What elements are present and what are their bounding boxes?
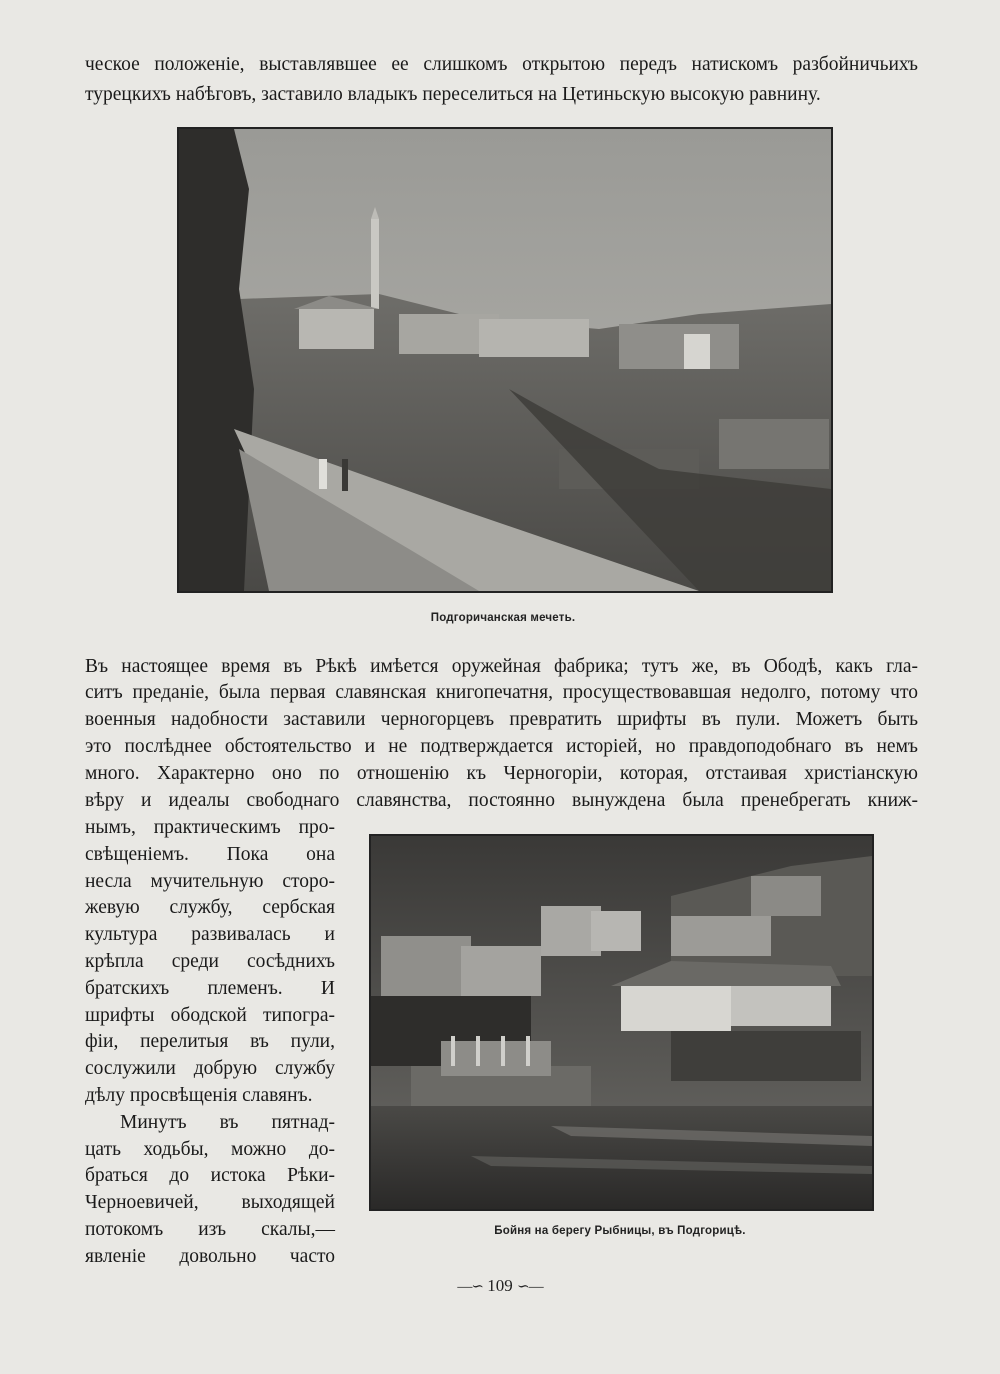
text-line: свѣщеніемъ. Пока она <box>85 844 335 865</box>
text-line: много. Характерно оно по отношенію къ Черногоріи, которая, отстаивая христіанскую <box>85 763 918 784</box>
text-line: это послѣднее обстоятельство и не подтверждается исторіей, но правдоподобнаго въ немъ <box>85 736 918 757</box>
text-line: Минутъ въ пятнад- <box>120 1112 335 1133</box>
page-number-text: 109 <box>487 1276 513 1295</box>
slaughterhouse-photo <box>369 834 874 1211</box>
text-line: турецкихъ набѣговъ, заставило владыкъ переселиться на Цетиньскую высокую равнину. <box>85 84 821 105</box>
text-line: жевую службу, сербская <box>85 897 335 918</box>
text-line: ческое положеніе, выставлявшее ее слишкомъ открытою передъ натискомъ разбойничьихъ <box>85 54 918 75</box>
mosque-photo <box>177 127 833 593</box>
text-line: шрифты ободской типогра- <box>85 1005 335 1026</box>
text-line: цать ходьбы, можно до- <box>85 1139 335 1160</box>
text-line: фіи, перелитыя въ пули, <box>85 1031 335 1052</box>
text-line: военныя надобности заставили черногорцевъ превратить шрифты въ пули. Можетъ быть <box>85 709 918 730</box>
text-line: Черноевичей, выходящей <box>85 1192 335 1213</box>
page-number <box>420 1276 580 1296</box>
text-line: нымъ, практическимъ про- <box>85 817 335 838</box>
text-line: явленіе довольно часто <box>85 1246 335 1267</box>
text-line: несла мучительную сторо- <box>85 871 335 892</box>
ornament-right-icon: ∽— <box>517 1279 543 1295</box>
text-line: культура развивалась и <box>85 924 335 945</box>
text-line: вѣру и идеалы свободнаго славянства, постоянно вынуждена была пренебрегать книж- <box>85 790 918 811</box>
text-line: крѣпла среди сосѣднихъ <box>85 951 335 972</box>
text-line: браться до истока Рѣки- <box>85 1165 335 1186</box>
figure-caption: Подгоричанская мечеть. <box>430 612 576 624</box>
text-line: ситъ преданіе, была первая славянская книгопечатня, просуществовавшая недолго, потому что <box>85 682 918 703</box>
text-line: братскихъ племенъ. И <box>85 978 335 999</box>
text-line: сослужили добрую службу <box>85 1058 335 1079</box>
text-line: Въ настоящее время въ Рѣкѣ имѣется оружейная фабрика; тутъ же, въ Ободѣ, какъ гла- <box>85 656 918 677</box>
figure-caption: Бойня на берегу Рыбницы, въ Подгорицѣ. <box>494 1225 746 1237</box>
ornament-left-icon: —∽ <box>457 1279 483 1295</box>
text-line: дѣлу просвѣщенія славянъ. <box>85 1085 313 1106</box>
text-line: потокомъ изъ скалы,— <box>85 1219 335 1240</box>
